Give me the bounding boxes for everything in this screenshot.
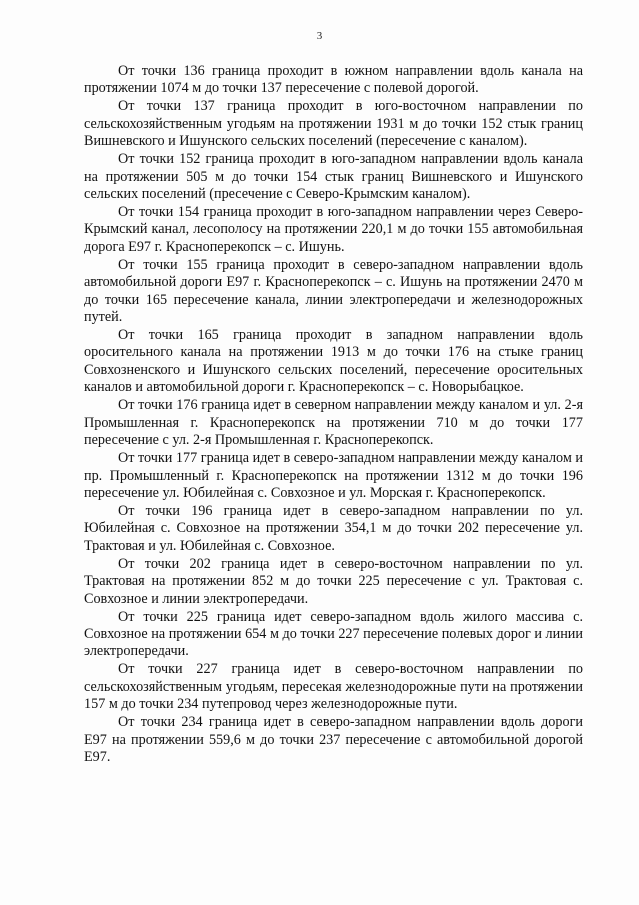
page-number: 3 (316, 30, 323, 42)
paragraph-10: От точки 202 граница идет в северо-восточном направлении по ул. Трактовая на протяжении 852 м до точки 225 пересечение с ул. Трактовая с. Совхозное и линии электропередачи. (84, 555, 583, 607)
paragraph-4: От точки 154 граница проходит в юго-западном направлении через Северо-Крымский канал, лесополосу на протяжении 220,1 м до точки 155 автомобильная дорога Е97 г. Красноперекопск – с. Ишунь. (84, 204, 583, 255)
paragraph-11: От точки 225 граница идет северо-западном вдоль жилого массива с. Совхозное на протяжении 654 м до точки 227 пересечение полевых дорог и линии электропередачи. (84, 608, 583, 660)
paragraph-1: От точки 136 граница проходит в южном направлении вдоль канала на протяжении 1074 м до точки 137 пересечение с полевой дорогой. (84, 63, 583, 97)
paragraph-2: От точки 137 граница проходит в юго-восточном направлении по сельскохозяйственным угодьям на протяжении 1931 м до точки 152 стык границ Вишневского и Ишунского сельских поселений (пересечение с каналом). (84, 98, 583, 150)
paragraph-8: От точки 177 граница идет в северо-западном направлении между каналом и пр. Промышленный г. Красноперекопск на протяжении 1312 м до точки 196 пересечение ул. Юбилейная с. Совхозное и ул. Морская г. Красноперекопск. (84, 450, 583, 501)
paragraph-5: От точки 155 граница проходит в северо-западном направлении вдоль автомобильной дороги Е97 г. Красноперекопск – с. Ишунь на протяжении 2470 м до точки 165 пересечение канала, линии электропередачи и железнодорожных путей. (84, 256, 583, 326)
paragraph-6: От точки 165 граница проходит в западном направлении вдоль оросительного канала на протяжении 1913 м до точки 176 на стыке границ Совхозненского и Ишунского сельских поселений, пересечение оросительных каналов и автомобильной дороги г. Красноперекопск – с. Новорыбацкое. (84, 327, 583, 396)
paragraph-7: От точки 176 граница идет в северном направлении между каналом и ул. 2-я Промышленная г. Красноперекопск на протяжении 710 м до точки 177 пересечение с ул. 2-я Промышленная г. Красноперекопск. (84, 397, 583, 449)
paragraph-9: От точки 196 граница идет в северо-западном направлении по ул. Юбилейная с. Совхозное на протяжении 354,1 м до точки 202 пересечение ул. Трактовая и ул. Юбилейная с. Совхозное. (84, 502, 583, 554)
document-body (84, 63, 583, 767)
paragraph-13: От точки 234 граница идет в северо-западном направлении вдоль дороги Е97 на протяжении 559,6 м до точки 237 пересечение с автомобильной дорогой Е97. (84, 714, 583, 765)
paragraph-3: От точки 152 граница проходит в юго-западном направлении вдоль канала на протяжении 505 м до точки 154 стык границ Вишневского и Ишунского сельских поселений (пресечение с Северо-Крымским каналом). (84, 151, 583, 203)
paragraph-12: От точки 227 граница идет в северо-восточном направлении по сельскохозяйственным угодьям, пересекая железнодорожные пути на протяжении 157 м до точки 234 путепровод через железнодорожные пути. (84, 661, 583, 713)
